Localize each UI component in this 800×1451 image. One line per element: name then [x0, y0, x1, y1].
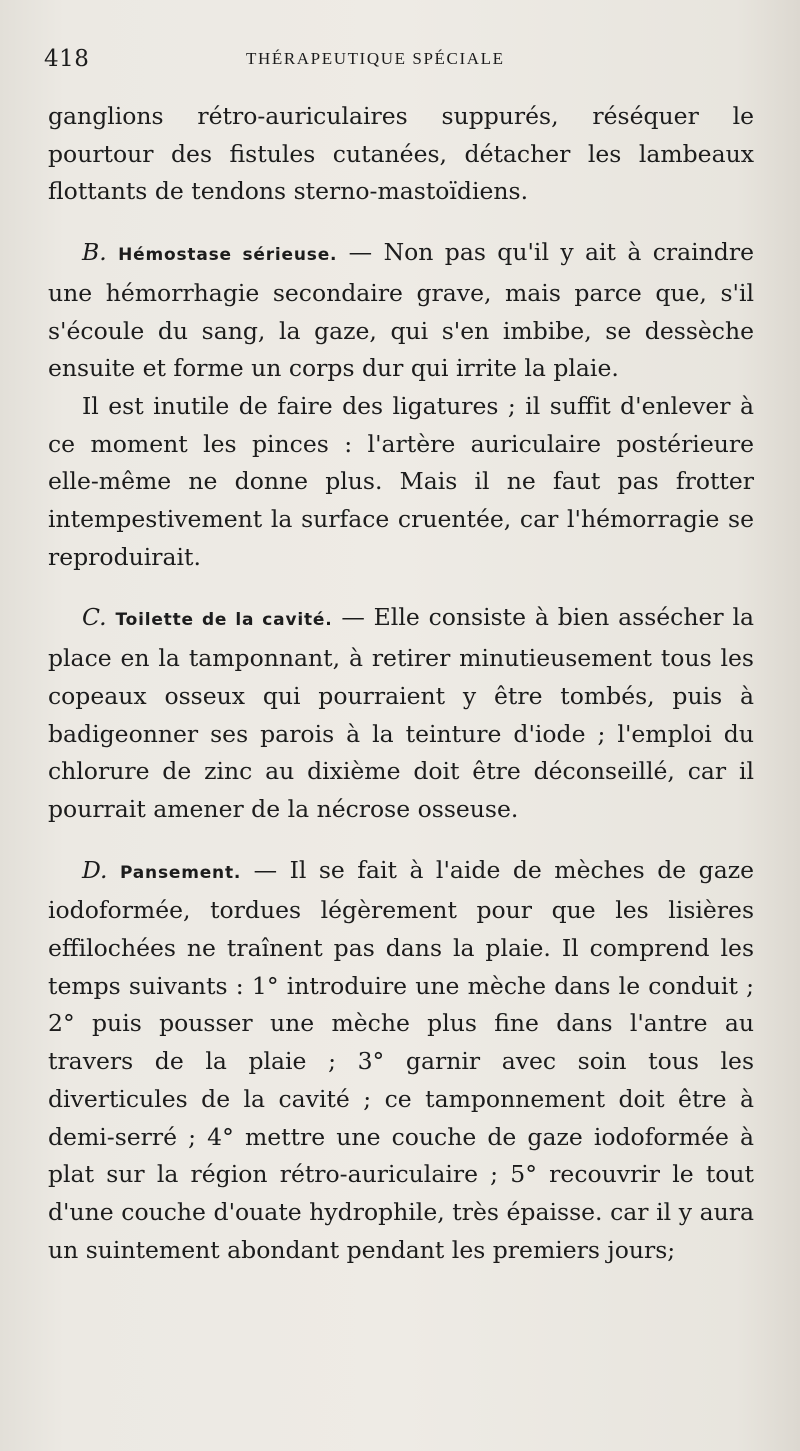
running-head: THÉRAPEUTIQUE SPÉCIALE — [246, 49, 505, 68]
page-number: 418 — [44, 46, 90, 72]
page-header — [44, 46, 744, 78]
paragraph-continuation: ganglions rétro-auriculaires suppurés, réséquer le pourtour des fistules cutanées, détacher les lambeaux flottants de tendons sterno-mastoïdiens. — [48, 102, 754, 206]
section-title-toilette: Toilette de la cavité. — [115, 610, 333, 631]
body-text — [48, 98, 754, 1269]
section-text-pansement: — Il se fait à l'aide de mèches de gaze iodoformée, tordues légèrement pour que les lisières effilochées ne traînent pas dans la plaie. Il comprend les temps suivants : 1° introduire une mèche dans le conduit ; 2° puis pousser une mèche plus fine dans l'antre au travers de la plaie ; 3° garnir avec soin tous les diverticules de la cavité ; ce tamponnement doit être à demi-serré ; 4° mettre une couche de gaze iodoformée à plat sur la région rétro-auriculaire ; 5° recouvrir le tout d'une couche d'ouate hydrophile, très épaisse. car il y aura un suintement abondant pendant les premiers jours; — [48, 855, 754, 1264]
section-title-pansement: Pansement. — [119, 862, 242, 883]
paragraph-pansement — [48, 852, 754, 1270]
paragraph-hemostase — [48, 234, 754, 388]
section-text-toilette: — Elle consiste à bien assécher la place en la tamponnant, à retirer minutieusement tous les copeaux osseux qui pourraient y être tombés, puis à badigeonner ses parois à la teinture d'iode ; l'emploi du chlorure de zinc au dixième doit être déconseillé, car il pourrait amener de la nécrose osseuse. — [48, 603, 754, 823]
section-letter-d: D. — [82, 855, 108, 884]
section-letter-b: B. — [82, 238, 107, 267]
paragraph-ligatures: Il est inutile de faire des ligatures ; il suffit d'enlever à ce moment les pinces : l'artère auriculaire postérieure elle-même ne donne plus. Mais il ne faut pas frotter intempestivement la surface cruentée, car l'hémorragie se reproduirait. — [48, 391, 754, 571]
paragraph-toilette — [48, 599, 754, 828]
section-letter-c: C. — [82, 603, 107, 632]
section-title-hemostase: Hémostase sérieuse. — [118, 245, 338, 266]
section-text-hemostase: — Non pas qu'il y ait à craindre une hémorrhagie secondaire grave, mais parce que, s'il s'écoule du sang, la gaze, qui s'en imbibe, se dessèche ensuite et forme un corps dur qui irrite la plaie. — [48, 238, 754, 383]
